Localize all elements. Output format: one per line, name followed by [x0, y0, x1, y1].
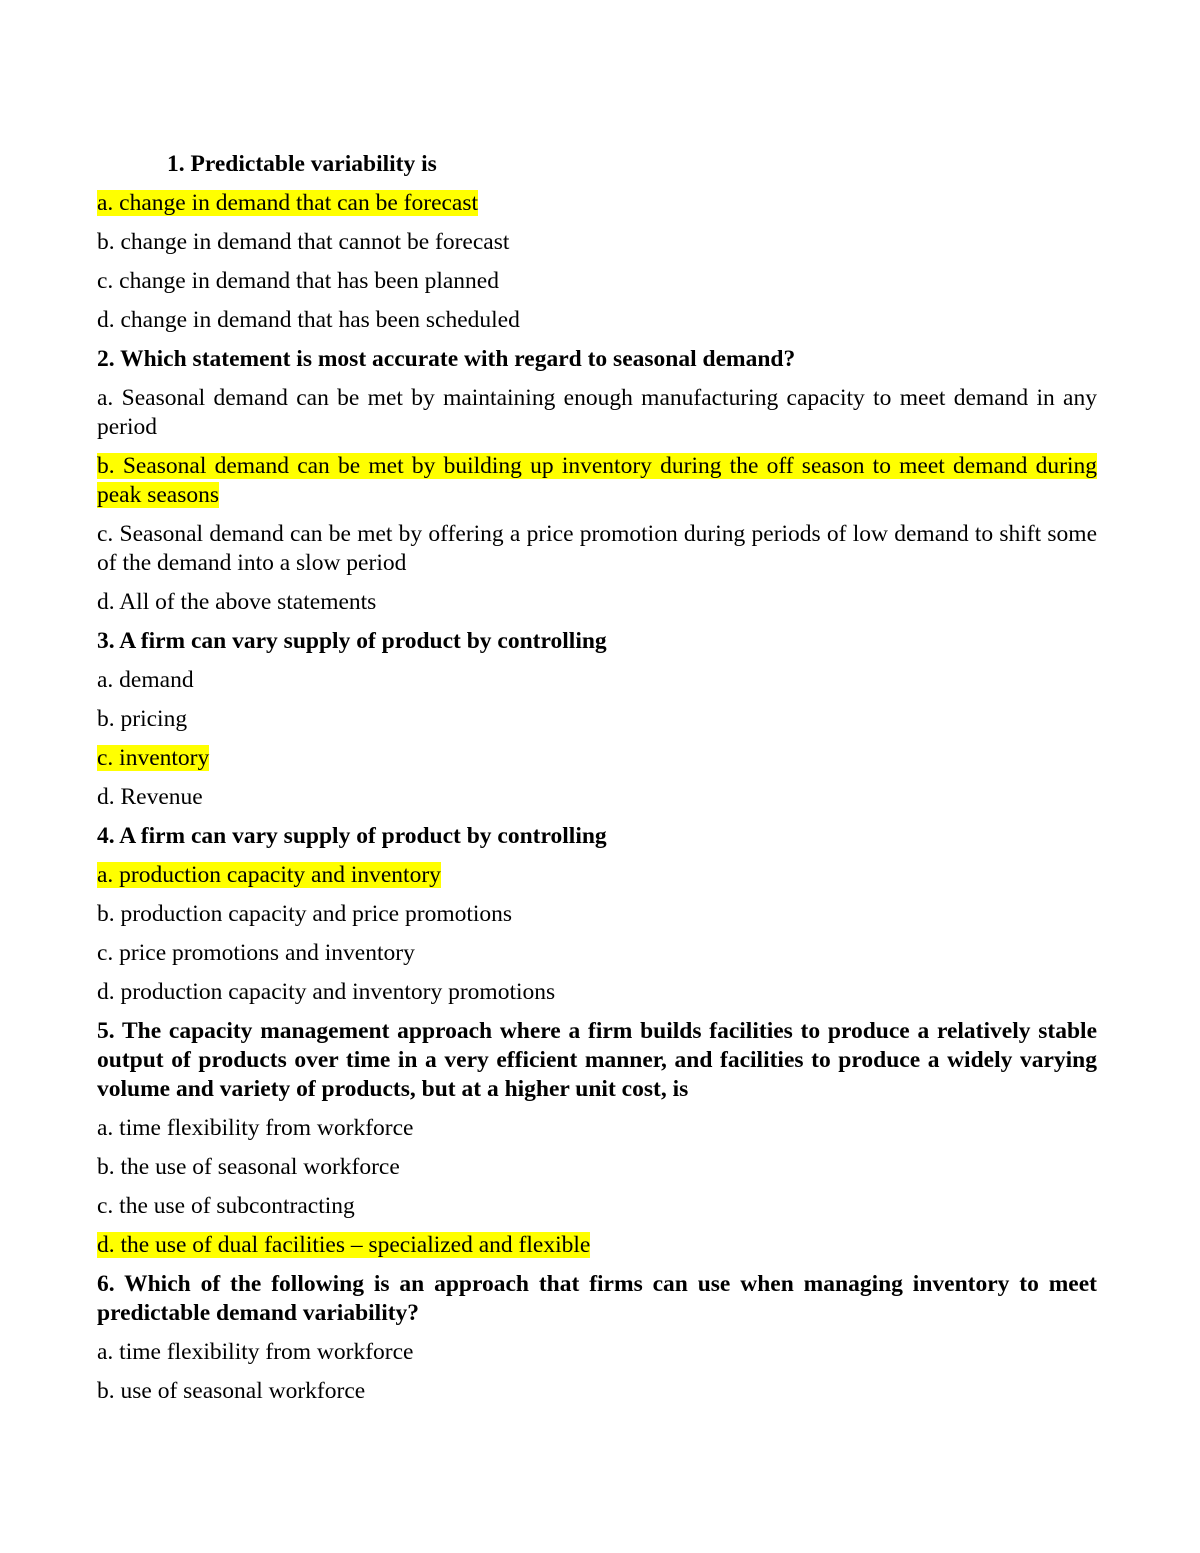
option-5a — [97, 1114, 1097, 1143]
question-number: 5. — [97, 1018, 115, 1044]
option-text: b. use of seasonal workforce — [97, 1378, 366, 1404]
option-text: b. change in demand that cannot be forecast — [97, 229, 510, 255]
question-text: Predictable variability is — [190, 151, 437, 177]
option-2a — [97, 384, 1097, 442]
option-text-highlighted: c. inventory — [97, 745, 210, 771]
question-text: A firm can vary supply of product by controlling — [119, 628, 607, 654]
question-text: Which of the following is an approach that firms can use when managing inventory to meet predictable demand variability? — [97, 1271, 1097, 1326]
document-page — [97, 150, 1097, 1416]
option-2d — [97, 588, 1097, 617]
option-text: c. the use of subcontracting — [97, 1193, 355, 1219]
option-text: c. change in demand that has been planned — [97, 268, 499, 294]
option-1a — [97, 189, 1097, 218]
option-2c — [97, 520, 1097, 578]
question-5 — [97, 1017, 1097, 1104]
option-text: a. Seasonal demand can be met by maintaining enough manufacturing capacity to meet demand in any period — [97, 385, 1097, 440]
question-3 — [97, 627, 1097, 656]
question-number: 2. — [97, 346, 115, 372]
option-1b — [97, 228, 1097, 257]
option-text-highlighted: d. the use of dual facilities – specialized and flexible — [97, 1232, 591, 1258]
option-text: d. Revenue — [97, 784, 203, 810]
option-6a — [97, 1338, 1097, 1367]
option-text-highlighted: a. change in demand that can be forecast — [97, 190, 479, 216]
option-6b — [97, 1377, 1097, 1406]
question-text: Which statement is most accurate with regard to seasonal demand? — [120, 346, 796, 372]
question-2 — [97, 345, 1097, 374]
option-text: b. the use of seasonal workforce — [97, 1154, 400, 1180]
option-text: c. Seasonal demand can be met by offering a price promotion during periods of low demand to shift some of the demand into a slow period — [97, 521, 1097, 576]
question-text: A firm can vary supply of product by controlling — [119, 823, 607, 849]
question-number: 1. — [167, 151, 185, 177]
question-4 — [97, 822, 1097, 851]
option-5b — [97, 1153, 1097, 1182]
question-number: 6. — [97, 1271, 115, 1297]
option-3c — [97, 744, 1097, 773]
option-text-highlighted: b. Seasonal demand can be met by building up inventory during the off season to meet demand during peak seasons — [97, 453, 1097, 508]
option-text: d. production capacity and inventory promotions — [97, 979, 556, 1005]
option-text: d. All of the above statements — [97, 589, 377, 615]
option-3a — [97, 666, 1097, 695]
option-text: b. pricing — [97, 706, 188, 732]
option-4b — [97, 900, 1097, 929]
option-4c — [97, 939, 1097, 968]
option-5c — [97, 1192, 1097, 1221]
option-text: a. demand — [97, 667, 194, 693]
option-1c — [97, 267, 1097, 296]
option-3b — [97, 705, 1097, 734]
option-text: d. change in demand that has been scheduled — [97, 307, 520, 333]
option-1d — [97, 306, 1097, 335]
option-2b — [97, 452, 1097, 510]
question-number: 3. — [97, 628, 115, 654]
option-text-highlighted: a. production capacity and inventory — [97, 862, 441, 888]
option-text: b. production capacity and price promotions — [97, 901, 513, 927]
option-3d — [97, 783, 1097, 812]
question-text: The capacity management approach where a firm builds facilities to produce a relatively stable output of products over time in a very efficient manner, and facilities to produce a widely varying volume and variety of products, but at a higher unit cost, is — [97, 1018, 1098, 1102]
question-6 — [97, 1270, 1097, 1328]
option-4a — [97, 861, 1097, 890]
option-text: a. time flexibility from workforce — [97, 1115, 414, 1141]
question-1 — [97, 150, 1097, 179]
question-number: 4. — [97, 823, 115, 849]
option-text: c. price promotions and inventory — [97, 940, 415, 966]
option-5d — [97, 1231, 1097, 1260]
option-4d — [97, 978, 1097, 1007]
option-text: a. time flexibility from workforce — [97, 1339, 414, 1365]
